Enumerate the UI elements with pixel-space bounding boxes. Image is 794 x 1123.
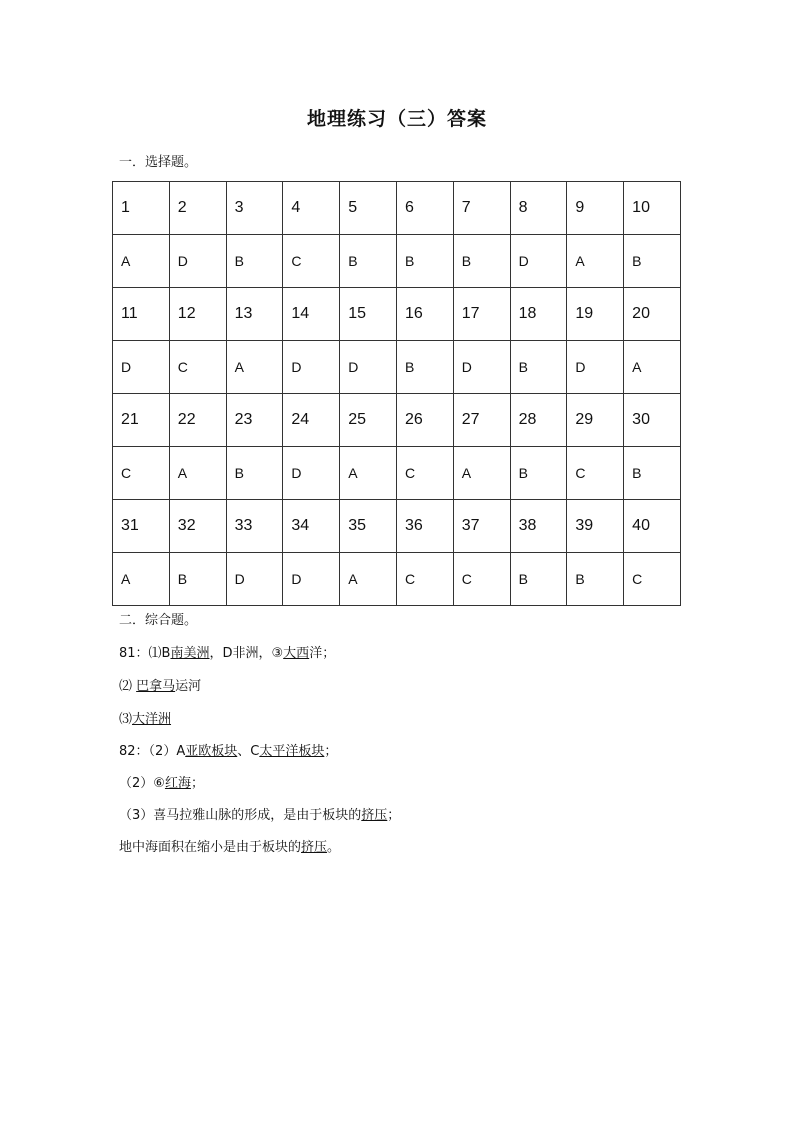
answer-cell: D xyxy=(169,235,226,288)
answer-cell: B xyxy=(396,341,453,394)
answer-cell: A xyxy=(169,447,226,500)
q81-1-answer-b: 非洲 xyxy=(232,646,259,661)
answer-cell: A xyxy=(567,235,624,288)
q82-2-answer: 红海 xyxy=(164,776,191,791)
q82-line-4 xyxy=(119,836,340,855)
answer-cell: A xyxy=(340,447,397,500)
q82-4-prefix: 地中海面积在缩小是由于板块的 xyxy=(119,840,302,855)
question-number-cell: 28 xyxy=(510,394,567,447)
q82-1-sep: 、C xyxy=(237,744,260,759)
q81-2-answer: 巴拿马 xyxy=(136,679,176,694)
answer-cell: C xyxy=(453,553,510,606)
question-number-cell: 31 xyxy=(113,500,170,553)
question-number-cell: 20 xyxy=(624,288,681,341)
q82-2-prefix: （2）⑥ xyxy=(119,776,165,791)
question-number-cell: 22 xyxy=(169,394,226,447)
question-number-cell: 4 xyxy=(283,182,340,235)
question-number-cell: 40 xyxy=(624,500,681,553)
answer-cell: D xyxy=(226,553,283,606)
q82-4-answer: 挤压 xyxy=(301,840,328,855)
question-number-row xyxy=(113,500,681,553)
question-number-cell: 29 xyxy=(567,394,624,447)
answer-cell: C xyxy=(283,235,340,288)
q81-1-sep2: ，③ xyxy=(258,646,284,661)
question-number-cell: 2 xyxy=(169,182,226,235)
answer-cell: A xyxy=(113,235,170,288)
q81-1-answer-c: 大西 xyxy=(283,646,310,661)
question-number-cell: 21 xyxy=(113,394,170,447)
q82-1-answer-b: 太平洋板块 xyxy=(259,744,325,759)
answer-cell: D xyxy=(340,341,397,394)
answer-cell: C xyxy=(169,341,226,394)
answer-cell: C xyxy=(396,447,453,500)
answer-cell: B xyxy=(510,447,567,500)
question-number-cell: 25 xyxy=(340,394,397,447)
question-number-cell: 3 xyxy=(226,182,283,235)
answer-row xyxy=(113,235,681,288)
q81-3-prefix: ⑶ xyxy=(119,712,133,727)
question-number-cell: 16 xyxy=(396,288,453,341)
answer-cell: D xyxy=(283,447,340,500)
answer-cell: B xyxy=(624,447,681,500)
question-number-cell: 6 xyxy=(396,182,453,235)
answer-cell: B xyxy=(226,235,283,288)
question-number-cell: 12 xyxy=(169,288,226,341)
q82-1-end: ； xyxy=(324,744,338,759)
question-number-cell: 33 xyxy=(226,500,283,553)
answer-row xyxy=(113,341,681,394)
answer-cell: B xyxy=(396,235,453,288)
answer-cell: B xyxy=(510,341,567,394)
answer-cell: A xyxy=(226,341,283,394)
question-number-cell: 35 xyxy=(340,500,397,553)
answer-row xyxy=(113,553,681,606)
q82-3-prefix: （3）喜马拉雅山脉的形成，是由于板块的 xyxy=(119,808,362,823)
answer-row xyxy=(113,447,681,500)
answer-table xyxy=(112,181,681,606)
question-number-cell: 24 xyxy=(283,394,340,447)
answer-cell: C xyxy=(624,553,681,606)
page-title: 地理练习（三）答案 xyxy=(306,108,487,130)
question-number-cell: 37 xyxy=(453,500,510,553)
section-heading-comprehensive: 二．综合题。 xyxy=(119,613,198,628)
answer-cell: D xyxy=(510,235,567,288)
question-number-row xyxy=(113,394,681,447)
answer-cell: D xyxy=(453,341,510,394)
q82-2-end: ； xyxy=(190,776,204,791)
q81-line-1 xyxy=(119,642,335,661)
answer-cell: C xyxy=(396,553,453,606)
question-number-cell: 38 xyxy=(510,500,567,553)
question-number-cell: 27 xyxy=(453,394,510,447)
question-number-cell: 17 xyxy=(453,288,510,341)
question-number-row xyxy=(113,288,681,341)
answer-cell: B xyxy=(340,235,397,288)
answer-cell: C xyxy=(113,447,170,500)
section-heading-choice: 一．选择题。 xyxy=(119,155,198,170)
q82-line-3 xyxy=(119,804,400,823)
question-number-cell: 11 xyxy=(113,288,170,341)
question-number-cell: 34 xyxy=(283,500,340,553)
q82-line-2 xyxy=(119,772,204,791)
q82-line-1 xyxy=(119,740,337,759)
q81-line-3 xyxy=(119,708,171,727)
q81-1-prefix: 81：⑴B xyxy=(119,646,171,661)
q82-4-end: 。 xyxy=(327,840,341,855)
answer-cell: A xyxy=(624,341,681,394)
question-number-cell: 8 xyxy=(510,182,567,235)
question-number-cell: 9 xyxy=(567,182,624,235)
q82-3-end: ； xyxy=(387,808,401,823)
answer-cell: B xyxy=(226,447,283,500)
answer-cell: A xyxy=(453,447,510,500)
answer-cell: B xyxy=(169,553,226,606)
answer-cell: B xyxy=(624,235,681,288)
question-number-cell: 26 xyxy=(396,394,453,447)
question-number-cell: 30 xyxy=(624,394,681,447)
answer-cell: D xyxy=(283,341,340,394)
question-number-cell: 7 xyxy=(453,182,510,235)
answer-cell: B xyxy=(453,235,510,288)
answer-cell: B xyxy=(567,553,624,606)
answer-cell: C xyxy=(567,447,624,500)
question-number-row xyxy=(113,182,681,235)
q81-2-end: 运河 xyxy=(175,679,202,694)
question-number-cell: 15 xyxy=(340,288,397,341)
question-number-cell: 19 xyxy=(567,288,624,341)
question-number-cell: 39 xyxy=(567,500,624,553)
question-number-cell: 5 xyxy=(340,182,397,235)
q82-1-answer-a: 亚欧板块 xyxy=(185,744,238,759)
question-number-cell: 13 xyxy=(226,288,283,341)
answer-cell: D xyxy=(567,341,624,394)
q81-1-end: 洋； xyxy=(309,646,336,661)
question-number-cell: 36 xyxy=(396,500,453,553)
question-number-cell: 10 xyxy=(624,182,681,235)
question-number-cell: 18 xyxy=(510,288,567,341)
question-number-cell: 1 xyxy=(113,182,170,235)
answer-cell: A xyxy=(340,553,397,606)
q82-1-prefix: 82：（2）A xyxy=(119,744,186,759)
answer-cell: B xyxy=(510,553,567,606)
q81-2-prefix: ⑵ xyxy=(119,679,137,694)
q81-line-2 xyxy=(119,675,201,694)
question-number-cell: 23 xyxy=(226,394,283,447)
answer-cell: D xyxy=(283,553,340,606)
q82-3-answer: 挤压 xyxy=(361,808,388,823)
answer-cell: A xyxy=(113,553,170,606)
question-number-cell: 14 xyxy=(283,288,340,341)
q81-1-sep: ，D xyxy=(209,646,233,661)
answer-cell: D xyxy=(113,341,170,394)
q81-3-answer: 大洋洲 xyxy=(132,712,172,727)
q81-1-answer-a: 南美洲 xyxy=(170,646,210,661)
question-number-cell: 32 xyxy=(169,500,226,553)
